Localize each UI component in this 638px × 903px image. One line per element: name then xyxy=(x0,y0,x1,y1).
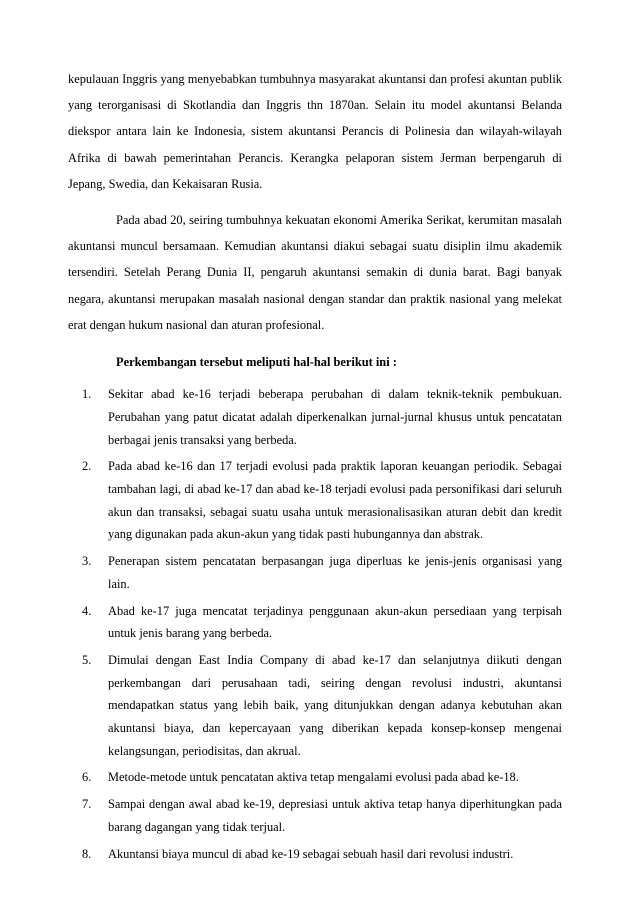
spacer xyxy=(68,197,562,207)
list-item xyxy=(68,793,562,838)
paragraph-20th-century: Pada abad 20, seiring tumbuhnya kekuatan ekonomi Amerika Serikat, kerumitan masalah akuntansi muncul bersamaan. Kemudian akuntansi diakui sebagai suatu disiplin ilmu akademik tersendiri. Setelah Perang Dunia II, pengaruh akuntansi semakin di dunia barat. Bagi banyak negara, akuntansi merupakan masalah nasional dengan standar dan praktik nasional yang melekat erat dengan hukum nasional dan aturan profesional. xyxy=(68,213,562,332)
list-item xyxy=(68,383,562,451)
list-item-number: 6. xyxy=(82,770,92,785)
list-item-text: Sampai dengan awal abad ke-19, depresiasi untuk aktiva tetap hanya diperhitungkan pada barang dagangan yang tidak terjual. xyxy=(108,797,562,834)
spacer xyxy=(68,338,562,349)
spacer xyxy=(68,375,562,383)
page-content xyxy=(68,66,562,869)
list-item xyxy=(68,600,562,645)
list-item xyxy=(68,766,562,789)
list-item-text: Abad ke-17 juga mencatat terjadinya penggunaan akun-akun persediaan yang terpisah untuk jenis barang yang berbeda. xyxy=(108,603,562,641)
section-heading: Perkembangan tersebut meliputi hal-hal berikut ini : xyxy=(116,355,397,370)
list-item-number: 8. xyxy=(82,846,92,861)
list-item xyxy=(68,649,562,763)
list-item-text: Metode-metode untuk pencatatan aktiva tetap mengalami evolusi pada abad ke-18. xyxy=(108,770,519,785)
paragraph-colonial-models: kepulauan Inggris yang menyebabkan tumbuhnya masyarakat akuntansi dan profesi akuntan publik yang terorganisasi di Skotlandia dan Inggris thn 1870an. Selain itu model akuntansi Belanda diekspor antara lain ke Indonesia, sistem akuntansi Perancis di Polinesia dan wilayah-wilayah Afrika di bawah pemerintahan Perancis. Kerangka pelaporan sistem Jerman berpengaruh di Jepang, Swedia, dan Kekaisaran Rusia. xyxy=(68,72,562,191)
list-item-text: Pada abad ke-16 dan 17 terjadi evolusi pada praktik laporan keuangan periodik. Sebagai tambahan lagi, di abad ke-17 dan abad ke-18 terjadi evolusi pada personifikasi dari seluruh akun dan transaksi, sebagai suatu usaha untuk merasionalisasikan aturan debit dan kredit yang digunakan pada akun-akun yang tidak pasti hubungannya dan abstrak. xyxy=(108,459,562,542)
list-item-number: 7. xyxy=(82,797,92,812)
list-item-text: Penerapan sistem pencatatan berpasangan juga diperluas ke jenis-jenis organisasi yang lain. xyxy=(108,554,562,591)
list-item-number: 1. xyxy=(82,387,92,402)
list-item-text: Akuntansi biaya muncul di abad ke-19 sebagai sebuah hasil dari revolusi industri. xyxy=(108,846,514,861)
list-item xyxy=(68,843,562,866)
list-item-number: 4. xyxy=(82,603,92,618)
list-item xyxy=(68,550,562,595)
list-item-text: Sekitar abad ke-16 terjadi beberapa perubahan di dalam teknik-teknik pembukuan. Perubahan yang patut dicatat adalah diperkenalkan jurnal-jurnal khusus untuk pencatatan berbagai jenis transaksi yang berbeda. xyxy=(108,387,562,447)
list-item-number: 5. xyxy=(82,652,92,667)
list-item-number: 2. xyxy=(82,459,92,474)
developments-list xyxy=(68,383,562,865)
list-item xyxy=(68,455,562,546)
list-item-text: Dimulai dengan East India Company di abad ke-17 dan selanjutnya diikuti dengan perkembangan dari perusahaan tadi, seiring dengan revolusi industri, akuntansi mendapatkan status yang lebih baik, yang ditunjukkan dengan adanya kebutuhan akan akuntansi biaya, dan kepercayaan yang diberikan kepada konsep-konsep mengenai kelangsungan, periodisitas, dan akrual. xyxy=(108,652,562,758)
list-item-number: 3. xyxy=(82,554,92,569)
